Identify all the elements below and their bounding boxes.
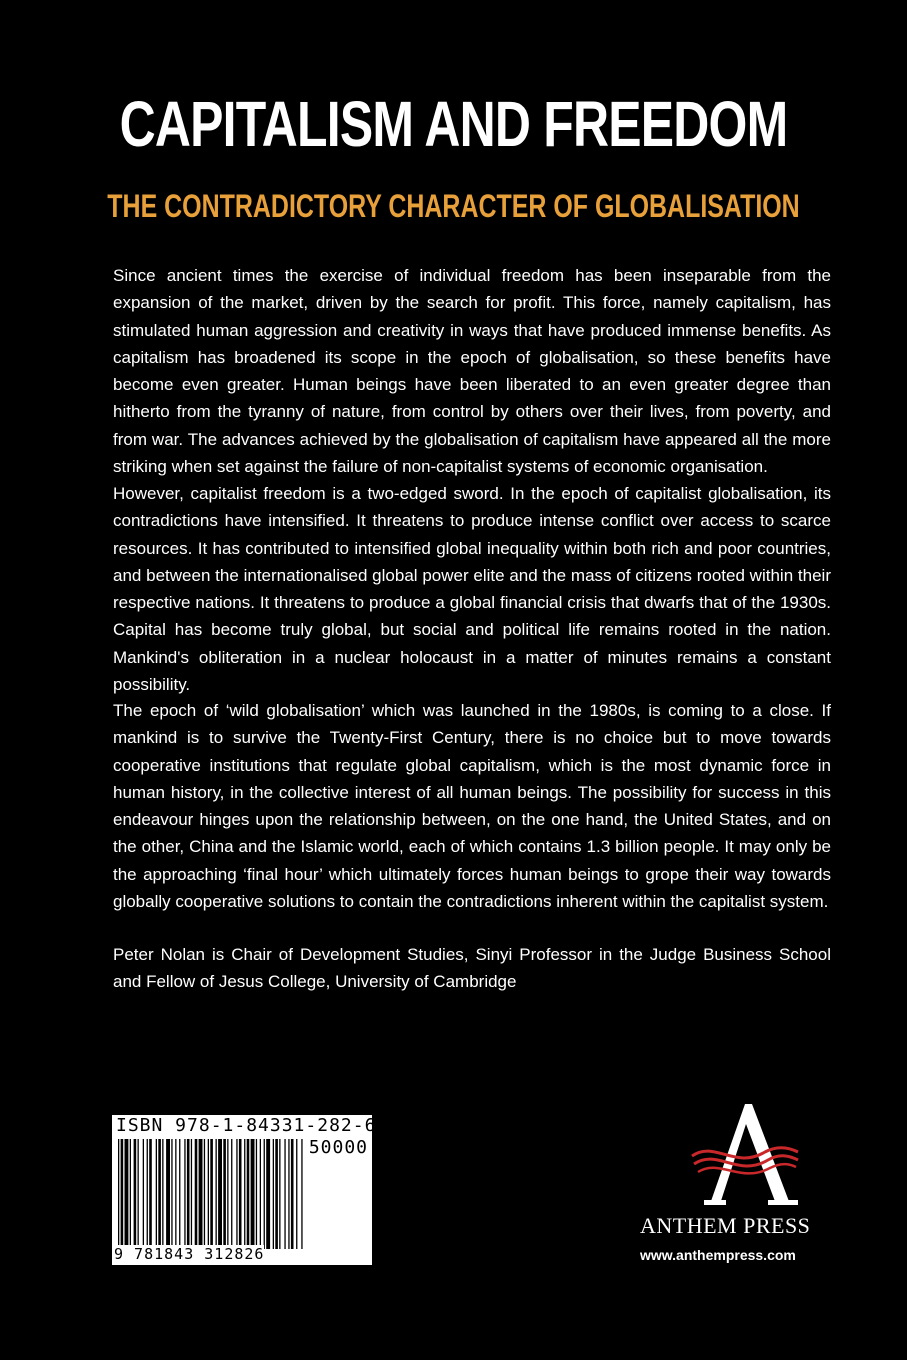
barcode-stripe (266, 1139, 270, 1249)
barcode-stripe (236, 1139, 237, 1249)
paragraph-text: However, capitalist freedom is a two-edged sword. In the epoch of capitalist globalisation, its contradictions have intensified. It threatens to produce intense conflict over access to scarce resources. It has contributed to intensified global inequality within both rich and poor countries, and between the internationalised global power elite and the mass of citizens rooted within their respective nations. It threatens to produce a global financial crisis that dwarfs that of the 1930s. Capital has become truly global, but social and political life remains rooted in the nation. Mankind's obliteration in a nuclear holocaust in a matter of minutes remains a constant possibility. (113, 484, 831, 695)
barcode-stripe (191, 1139, 192, 1249)
paragraph-text: The epoch of ‘wild globalisation’ which was launched in the 1980s, is coming to a close. If mankind is to survive the Twenty-First Century, there is no choice but to move towards cooperative institutions that regulate global capitalism, which is the most dynamic force in human history, in the collective interest of all human beings. The possibility for success in this endeavour hinges upon the relationship between, on the one hand, the United States, and on the other, China and the Islamic world, each of which contains 1.3 billion people. It may only be the approaching ‘final hour’ which ultimately forces human beings to grope their way towards globally cooperative solutions to contain the contradictions inherent within the capitalist system. (113, 701, 831, 912)
barcode-stripe (134, 1139, 137, 1249)
publisher-url[interactable]: www.anthempress.com (640, 1247, 796, 1263)
barcode-stripe (231, 1139, 232, 1249)
barcode-stripe (171, 1139, 172, 1249)
barcode-stripe (291, 1139, 294, 1249)
barcode-stripe (179, 1139, 180, 1249)
barcode-stripe (147, 1139, 148, 1249)
barcode-stripe (273, 1139, 274, 1249)
barcode-stripe (210, 1139, 213, 1249)
barcode-stripe (138, 1139, 139, 1249)
barcode-stripe (208, 1139, 209, 1249)
ean-number: 9 781843 312826 (114, 1245, 265, 1263)
barcode-stripe (149, 1139, 152, 1249)
barcode-stripe (143, 1139, 144, 1249)
author-bio (113, 941, 831, 996)
barcode-stripe (195, 1139, 198, 1249)
barcode (112, 1115, 377, 1265)
barcode-stripe (288, 1139, 289, 1249)
paragraph-text: Since ancient times the exercise of individual freedom has been inseparable from the expansion of the market, driven by the search for profit. This force, namely capitalism, has stimulated human aggression and creativity in ways that have produced immense benefits. As capitalism has broadened its scope in the epoch of globalisation, so these benefits have become even greater. Human beings have been liberated to an even greater degree than hitherto from the tyranny of nature, from control by others over their lives, from poverty, and from war. The advances achieved by the globalisation of capitalism have appeared all the more striking when set against the failure of non-capitalist systems of economic organisation. (113, 266, 831, 477)
book-title: CAPITALISM AND FREEDOM (119, 88, 788, 160)
barcode-stripe (184, 1139, 185, 1249)
barcode-stripe (216, 1139, 217, 1249)
barcode-stripe (247, 1139, 250, 1249)
barcode-stripe (199, 1139, 203, 1249)
barcode-stripe (187, 1139, 190, 1249)
barcode-stripe (244, 1139, 245, 1249)
paragraph-3 (113, 697, 831, 915)
barcode-stripe (166, 1139, 170, 1249)
barcode-stripe (251, 1139, 255, 1249)
paragraph-1 (113, 262, 831, 480)
price-code: 50000 (308, 1137, 368, 1158)
barcode-stripe (284, 1139, 285, 1249)
barcode-stripe (121, 1139, 124, 1249)
barcode-stripe (223, 1139, 226, 1249)
barcode-stripe (118, 1139, 119, 1249)
barcode-stripe (264, 1139, 265, 1249)
paragraph-2 (113, 480, 831, 698)
book-subtitle: THE CONTRADICTORY CHARACTER OF GLOBALISATION (107, 188, 800, 224)
barcode-stripe (227, 1139, 228, 1249)
isbn-text: ISBN 978-1-84331-282-6 (116, 1115, 377, 1136)
barcode-stripe (125, 1139, 129, 1249)
barcode-stripe (204, 1139, 205, 1249)
barcode-stripe (156, 1139, 157, 1249)
barcode-stripe (175, 1139, 176, 1249)
barcode-stripe (158, 1139, 161, 1249)
barcode-stripe (130, 1139, 131, 1249)
barcode-stripe (279, 1139, 280, 1249)
author-bio-text: Peter Nolan is Chair of Development Studies, Sinyi Professor in the Judge Business School and Fellow of Jesus College, University of Cambridge (113, 945, 831, 992)
barcode-stripe (256, 1139, 257, 1249)
barcode-stripe (162, 1139, 163, 1249)
anthem-logo-icon (690, 1100, 800, 1210)
barcode-stripe (301, 1139, 302, 1249)
barcode-stripe (239, 1139, 242, 1249)
barcode-stripe (275, 1139, 278, 1249)
publisher-name: ANTHEM PRESS (640, 1213, 811, 1238)
barcode-stripe (296, 1139, 297, 1249)
barcode-stripe (218, 1139, 222, 1249)
barcode-stripe (260, 1139, 261, 1249)
